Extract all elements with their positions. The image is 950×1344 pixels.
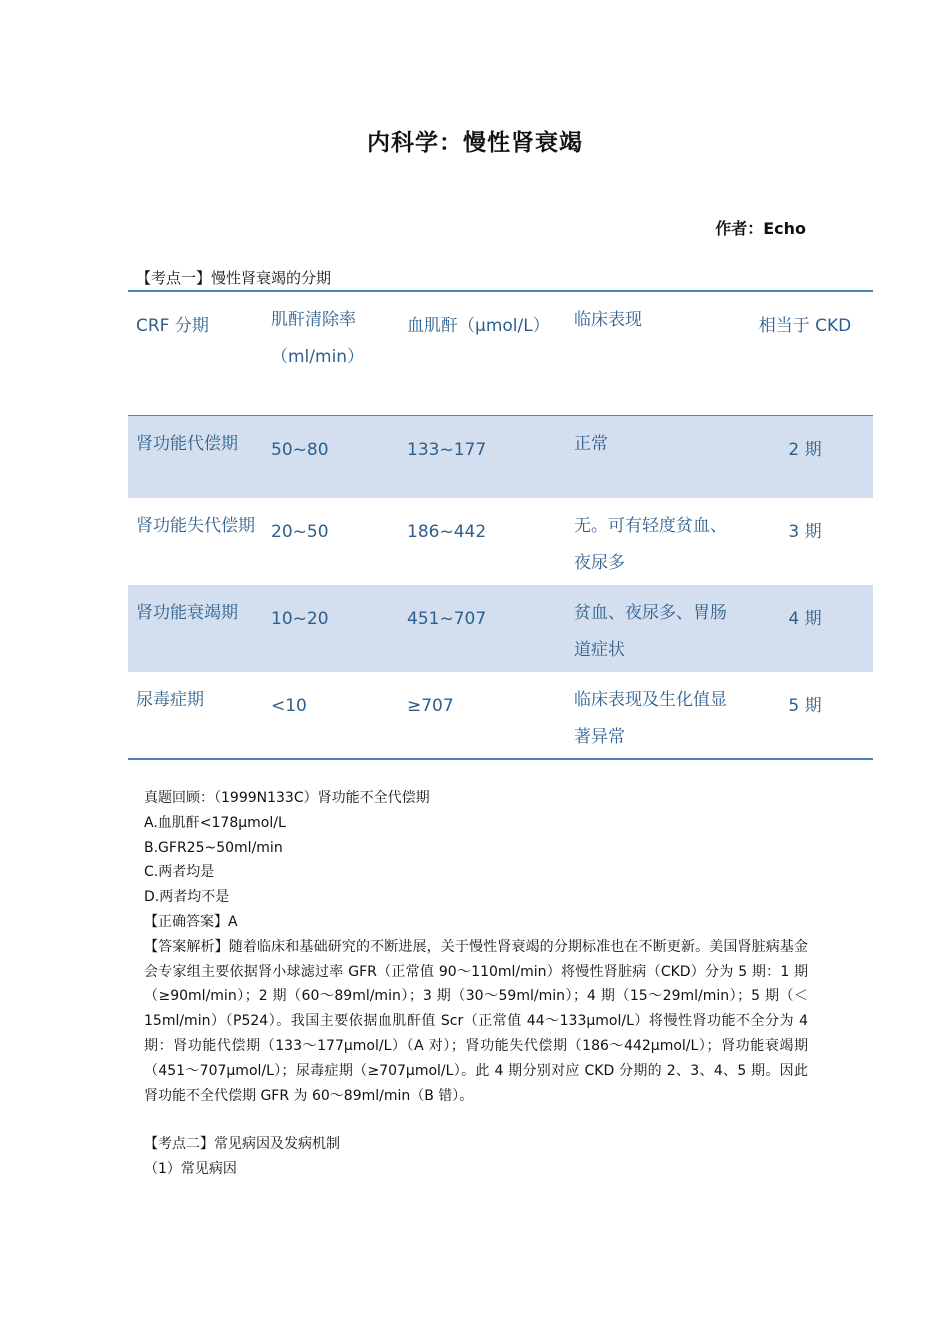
cell-clearance: <10 [271,696,307,716]
cell-clinical: 贫血、夜尿多、胃肠道症状 [574,603,727,660]
cell-clearance: 20~50 [271,522,329,542]
section-heading-2: 【考点二】常见病因及发病机制 [144,1136,340,1153]
table-row [128,415,873,498]
cell-creatinine: 186~442 [407,522,487,542]
header-clinical: 临床表现 [574,310,642,330]
table-row [128,585,873,672]
option-d: D.两者均不是 [144,889,230,906]
cell-clinical: 无。可有轻度贫血、夜尿多 [574,516,727,573]
table-row [128,498,873,585]
question-block [144,786,808,1182]
page-title: 内科学：慢性肾衰竭 [367,130,583,156]
cell-stage: 肾功能代偿期 [136,433,238,454]
subsection-heading: （1）常见病因 [144,1161,237,1178]
crf-stage-table [128,290,873,760]
correct-answer: 【正确答案】A [144,913,238,930]
cell-ckd: 3 期 [788,522,822,542]
author-line: 作者：Echo [715,219,806,238]
cell-creatinine: ≥707 [407,696,454,716]
cell-creatinine: 451~707 [407,609,487,629]
cell-clinical: 正常 [574,433,608,454]
cell-creatinine: 133~177 [407,439,487,460]
cell-clearance: 50~80 [271,439,329,460]
cell-clinical: 临床表现及生化值显著异常 [574,690,727,747]
answer-analysis: 【答案解析】随着临床和基础研究的不断进展，关于慢性肾衰竭的分期标准也在不断更新。美国肾脏病基金会专家组主要依据肾小球滤过率 GFR（正常值 90～110ml/min）将慢性肾脏病（CKD）分为 5 期：1 期（≥90ml/min）；2 期（60～89ml/min）；3 期（30～59ml/min）；4 期（15～29ml/min）；5 期（＜15ml/min）（P524）。我国主要依据血肌酐值 Scr（正常值 44～133μmol/L）将慢性肾功能不全分为 4 期：肾功能代偿期（133～177μmol/L）（A 对）；肾功能失代偿期（186～442μmol/L）；肾功能衰竭期（451～707μmol/L）；尿毒症期（≥707μmol/L）。此 4 期分别对应 CKD 分期的 2、3、4、5 期。因此肾功能不全代偿期 GFR 为 60～89ml/min（B 错）。 [144,938,808,1104]
cell-clearance: 10~20 [271,609,329,629]
cell-ckd: 2 期 [788,439,822,460]
option-c: C.两者均是 [144,864,215,881]
question-stem: 真题回顾：（1999N133C）肾功能不全代偿期 [144,790,430,806]
cell-ckd: 4 期 [788,609,822,629]
table-row [128,672,873,759]
cell-ckd: 5 期 [788,696,822,716]
section-heading-1: 【考点一】慢性肾衰竭的分期 [136,269,332,287]
header-creatinine-clearance: 肌酐清除率（ml/min） [271,310,365,367]
cell-stage: 肾功能衰竭期 [136,603,238,623]
header-serum-creatinine: 血肌酐（μmol/L） [407,316,550,336]
option-a: A.血肌酐<178μmol/L [144,814,286,831]
header-ckd: 相当于 CKD [758,316,852,336]
table-header-row [128,291,873,415]
cell-stage: 肾功能失代偿期 [136,516,255,536]
header-crf-stage: CRF 分期 [136,316,209,336]
cell-stage: 尿毒症期 [136,690,204,710]
option-b: B.GFR25~50ml/min [144,839,283,856]
